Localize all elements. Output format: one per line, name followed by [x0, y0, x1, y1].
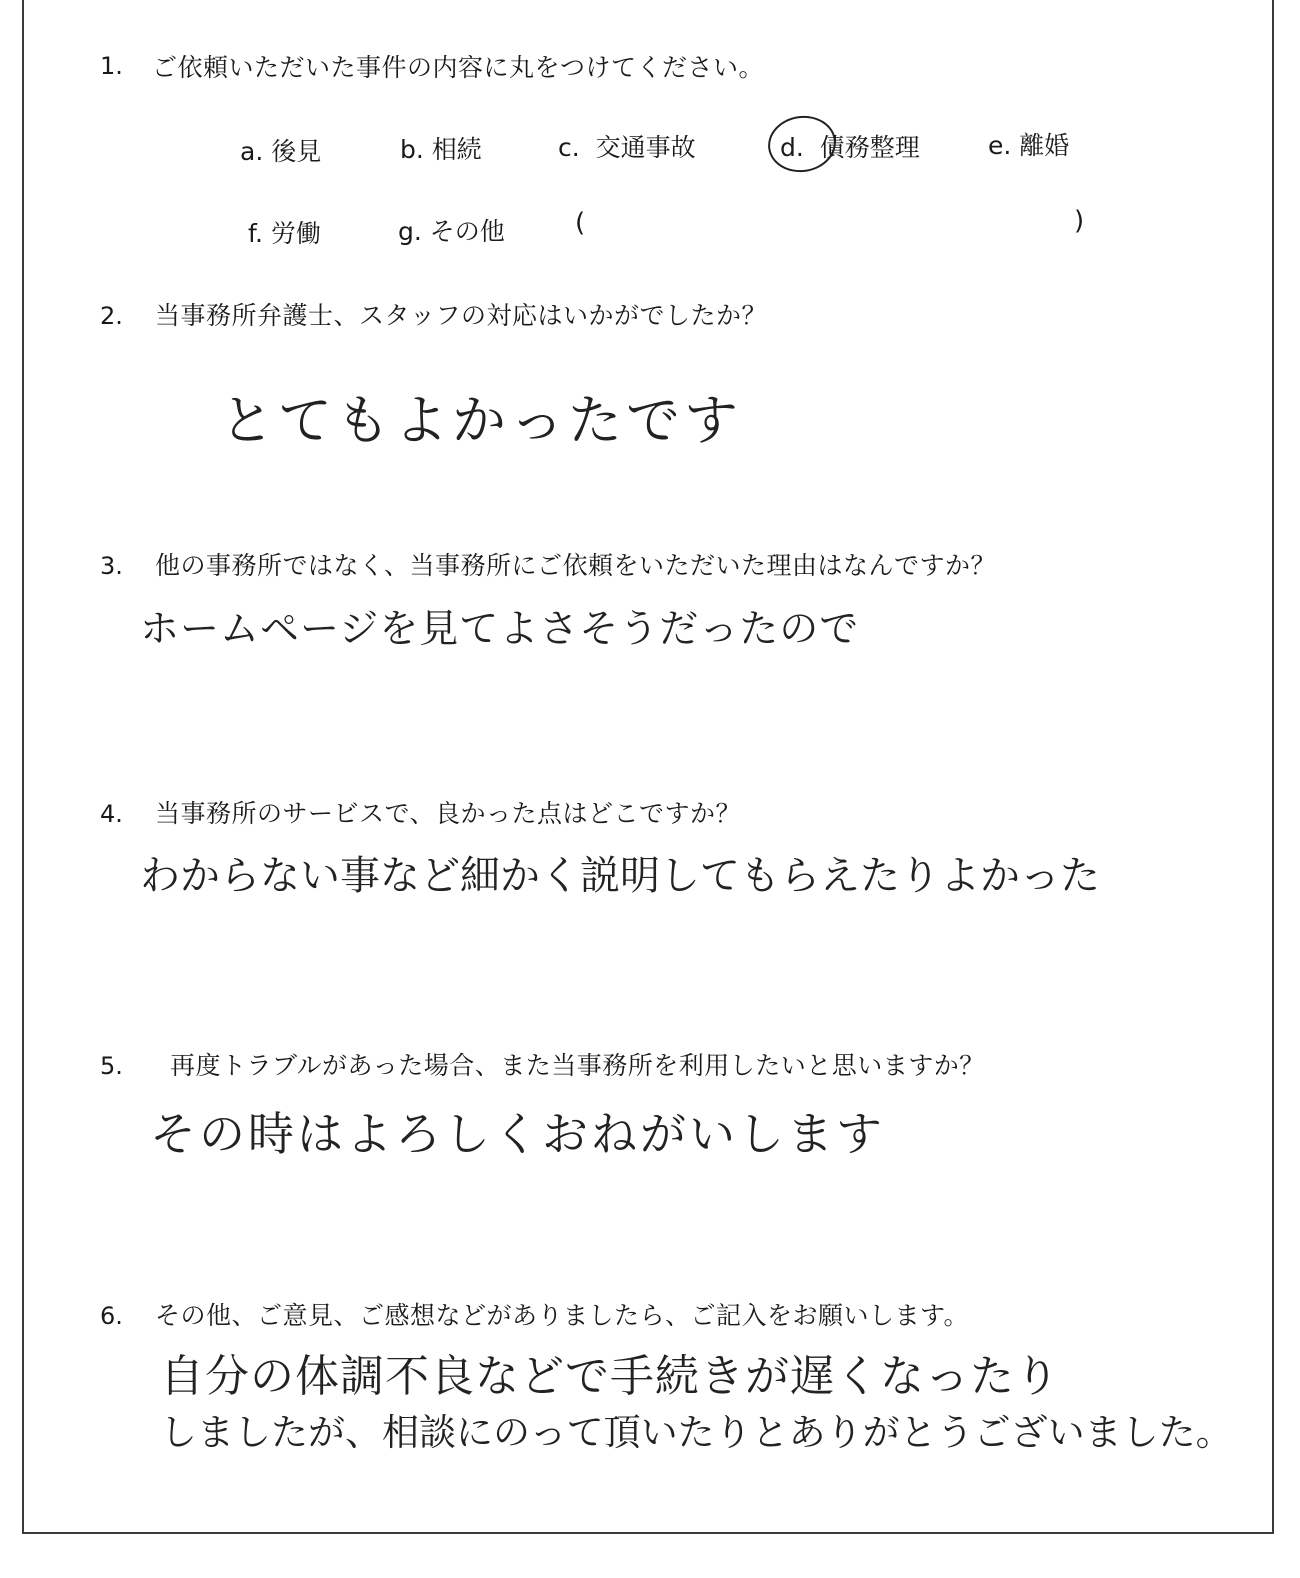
other-paren-close: )	[1074, 206, 1085, 236]
option-e-letter: e.	[988, 131, 1012, 160]
answer-3-handwriting: ホームページを見てよさそうだったので	[140, 607, 860, 652]
option-b	[400, 130, 482, 166]
option-a	[240, 132, 321, 168]
question-2-number: 2.	[100, 302, 123, 330]
option-f-letter: f.	[248, 219, 263, 248]
option-e-label: 離婚	[1019, 131, 1070, 160]
option-b-label: 相続	[431, 135, 482, 164]
answer-6-line-1: 自分の体調不良などで手続きが遅くなったり	[160, 1351, 1060, 1402]
option-g-label: その他	[429, 217, 505, 246]
question-1-number: 1.	[100, 52, 123, 80]
question-5-text: 再度トラブルがあった場合、また当事務所を利用したいと思いますか？	[170, 1051, 985, 1080]
option-d-letter: d.	[780, 133, 804, 162]
option-d-label: 債務整理	[819, 133, 920, 162]
option-g	[398, 212, 505, 248]
question-1-text: ご依頼いただいた事件の内容に丸をつけてください。	[152, 53, 765, 82]
answer-6-line-2: しましたが、相談にのって頂いたりとありがとうございました。	[160, 1411, 1233, 1454]
option-a-label: 後見	[271, 137, 322, 166]
question-2-text: 当事務所弁護士、スタッフの対応はいかがでしたか？	[155, 301, 768, 330]
option-c-letter: c.	[558, 133, 580, 162]
other-paren-open: (	[575, 208, 586, 238]
question-4-text: 当事務所のサービスで、良かった点はどこですか？	[155, 799, 742, 828]
question-3-text: 他の事務所ではなく、当事務所にご依頼をいただいた理由はなんですか？	[155, 551, 997, 580]
question-6-number: 6.	[100, 1302, 123, 1330]
option-f-label: 労働	[270, 219, 321, 248]
answer-2-handwriting: とてもよかったです	[220, 389, 742, 452]
option-e	[988, 126, 1069, 162]
question-4-number: 4.	[100, 800, 123, 828]
answer-4-handwriting: わからない事など細かく説明してもらえたりよかった	[140, 853, 1100, 899]
option-g-letter: g.	[398, 217, 422, 246]
option-f	[248, 214, 321, 250]
option-b-letter: b.	[400, 135, 424, 164]
option-a-letter: a.	[240, 137, 264, 166]
question-3-number: 3.	[100, 552, 123, 580]
question-5-number: 5.	[100, 1052, 123, 1080]
option-d	[780, 128, 920, 164]
option-c-label: 交通事故	[595, 133, 696, 162]
option-c	[558, 128, 696, 164]
question-6-text: その他、ご意見、ご感想などがありましたら、ご記入をお願いします。	[155, 1301, 970, 1330]
answer-5-handwriting: その時はよろしくおねがいします	[150, 1107, 885, 1161]
